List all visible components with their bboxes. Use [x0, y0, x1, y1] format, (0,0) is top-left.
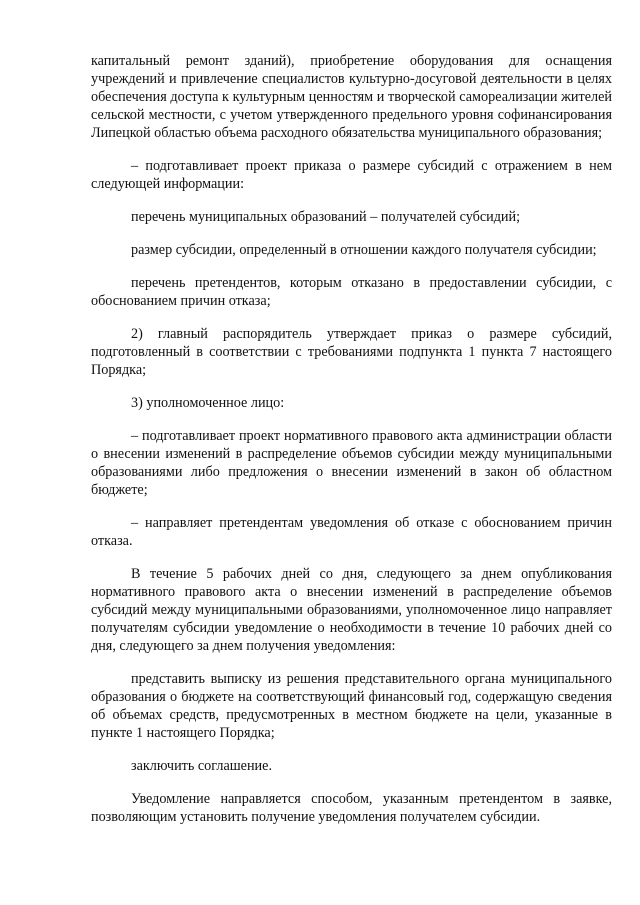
- paragraph-4: размер субсидии, определенный в отношении каждого получателя субсидии;: [131, 242, 597, 258]
- paragraph-1: капитальный ремонт зданий), приобретение оборудования для оснащения учреждений и привлечение специалистов культурно-досуговой деятельности в целях обеспечения доступа к культурным ценностям и творческой самореализации жителей сельской местности, с учетом утвержденного предельного уровня софинансирования Липецкой областью объема расходного обязательства муниципального образования;: [91, 53, 612, 141]
- paragraph-6: 2) главный распорядитель утверждает приказ о размере субсидий, подготовленный в соответствии с требованиями подпункта 1 пункта 7 настоящего Порядка;: [91, 326, 612, 378]
- paragraph-9: – направляет претендентам уведомления об отказе с обоснованием причин отказа.: [91, 515, 612, 549]
- paragraph-12: заключить соглашение.: [131, 758, 272, 774]
- paragraph-8: – подготавливает проект нормативного правового акта администрации области о внесении изменений в распределение объемов субсидии между муниципальными образованиями либо предложения о внесении изменений в закон об областном бюджете;: [91, 428, 612, 498]
- paragraph-13: Уведомление направляется способом, указанным претендентом в заявке, позволяющим установить получение уведомления получателем субсидии.: [91, 791, 612, 825]
- paragraph-2: – подготавливает проект приказа о размере субсидий с отражением в нем следующей информации:: [91, 158, 612, 192]
- paragraph-7: 3) уполномоченное лицо:: [131, 395, 285, 411]
- paragraph-5: перечень претендентов, которым отказано в предоставлении субсидии, с обоснованием причин отказа;: [91, 275, 612, 309]
- paragraph-11: представить выписку из решения представительного органа муниципального образования о бюджете на соответствующий финансовый год, содержащую сведения об объемах средств, предусмотренных в местном бюджете на цели, указанные в пункте 1 настоящего Порядка;: [91, 671, 612, 741]
- document-body: [91, 52, 612, 826]
- paragraph-10: В течение 5 рабочих дней со дня, следующего за днем опубликования нормативного правового акта о внесении изменений в распределение объемов субсидий между муниципальными образованиями, уполномоченное лицо направляет получателям субсидии уведомление о необходимости в течение 10 рабочих дней со дня, следующего за днем получения уведомления:: [91, 566, 612, 654]
- paragraph-3: перечень муниципальных образований – получателей субсидий;: [131, 209, 521, 225]
